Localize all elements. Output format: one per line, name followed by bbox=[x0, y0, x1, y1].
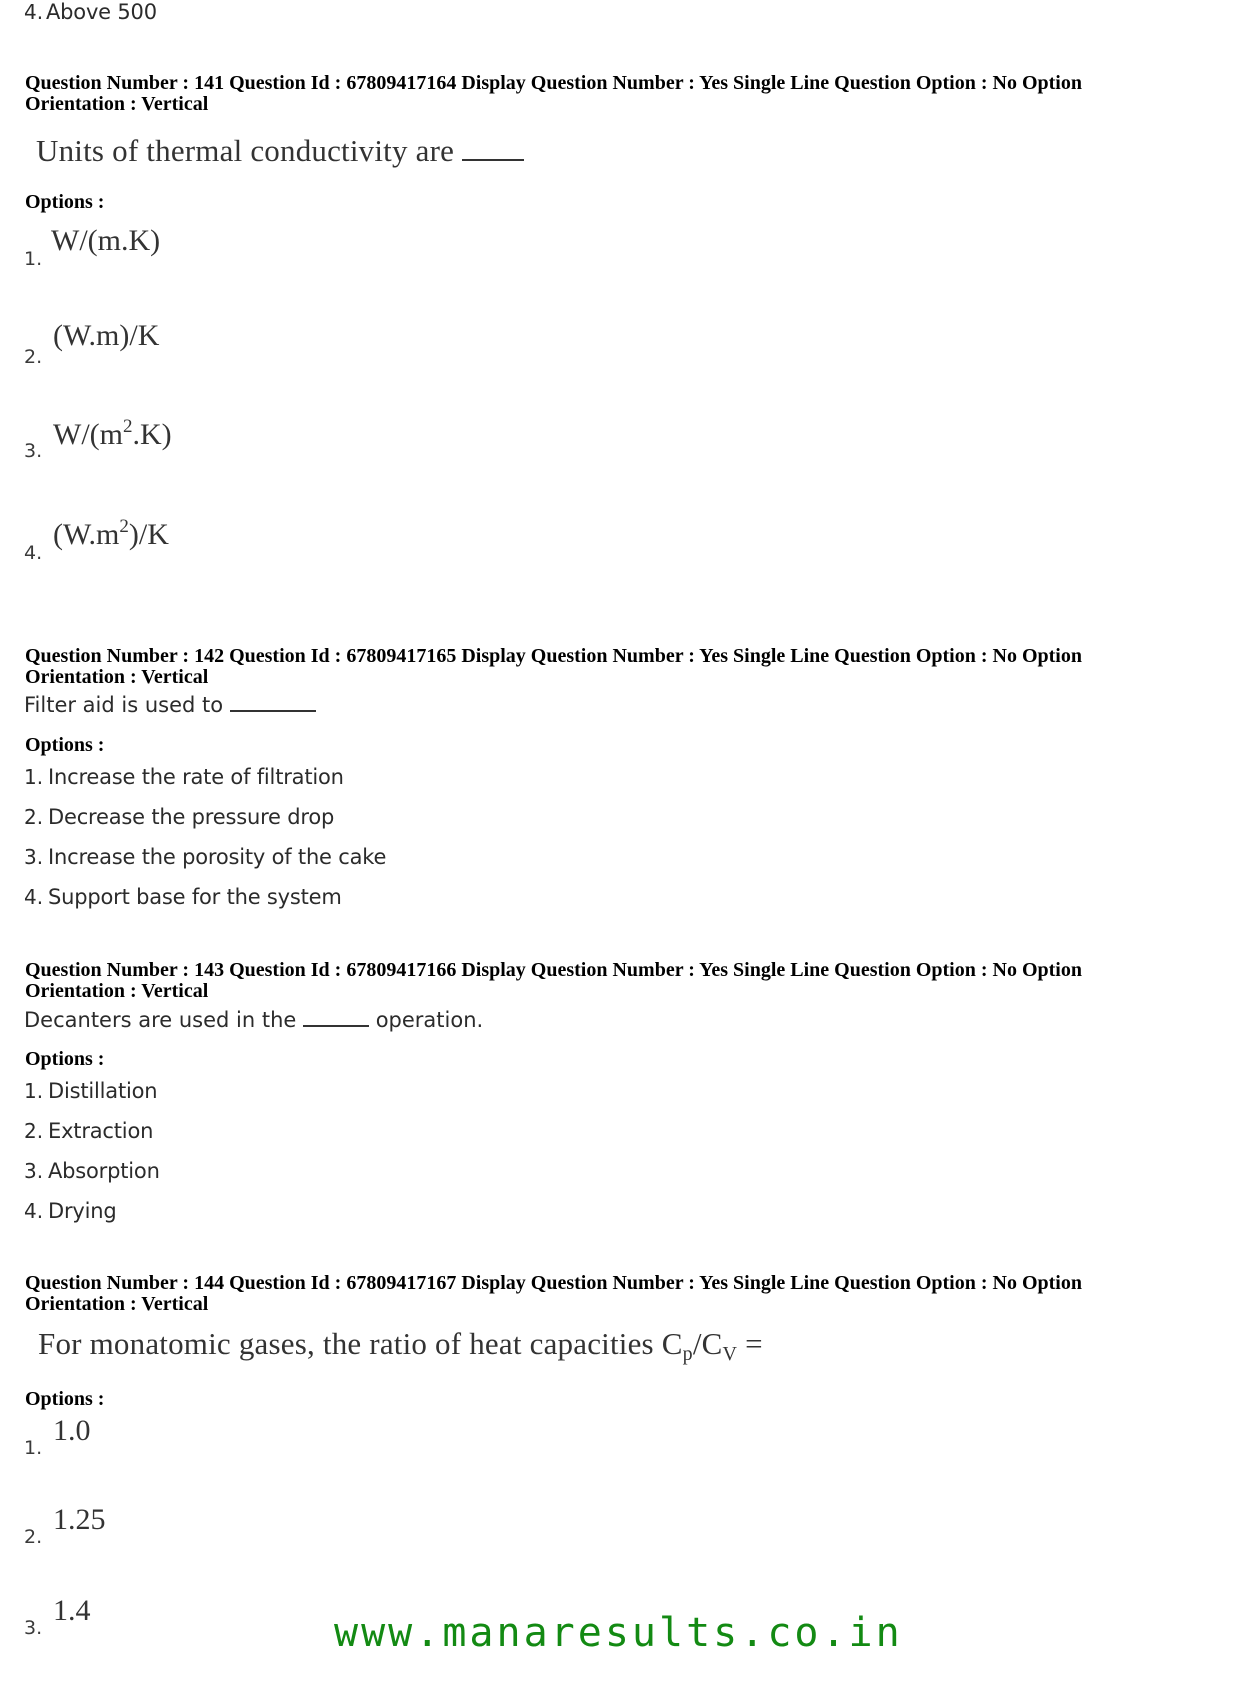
option-formula: 1.0 bbox=[53, 1414, 91, 1447]
option-text: Distillation bbox=[48, 1079, 158, 1103]
answer-blank bbox=[303, 1025, 369, 1027]
option-number: 1. bbox=[24, 1079, 44, 1103]
option-formula: (W.m)/K bbox=[53, 319, 160, 352]
question-text: Filter aid is used to bbox=[24, 693, 224, 717]
option-number: 1. bbox=[24, 248, 43, 270]
option-formula: $W/(m^2.K)$ bbox=[53, 416, 172, 451]
option-text: Increase the rate of filtration bbox=[48, 765, 344, 789]
option-number: 4. bbox=[24, 542, 43, 564]
question-141-meta: Question Number : 141 Question Id : 67809417164 Display Question Number : Yes Single Line Question Option : No Option Orientation : Vertical bbox=[25, 72, 1082, 115]
option-number: 2. bbox=[24, 346, 43, 368]
option-text: Absorption bbox=[48, 1159, 160, 1183]
option-text: Decrease the pressure drop bbox=[48, 805, 335, 829]
option-text: Drying bbox=[48, 1199, 117, 1223]
subscript: V bbox=[722, 1343, 738, 1365]
option-number: 2. bbox=[24, 1526, 43, 1548]
option-formula: $(W.m^2)/K$ bbox=[53, 516, 169, 551]
option-text: Increase the porosity of the cake bbox=[48, 845, 387, 869]
question-text: Decanters are used in the bbox=[24, 1008, 297, 1032]
option-number: 2. bbox=[24, 805, 44, 829]
answer-blank bbox=[230, 710, 316, 712]
option-text: Extraction bbox=[48, 1119, 154, 1143]
answer-blank bbox=[462, 159, 524, 161]
question-144-meta: Question Number : 144 Question Id : 67809417167 Display Question Number : Yes Single Line Question Option : No Option Orientation : Vertical bbox=[25, 1272, 1082, 1315]
question-143-meta: Question Number : 143 Question Id : 67809417166 Display Question Number : Yes Single Line Question Option : No Option Orientation : Vertical bbox=[25, 959, 1082, 1002]
website-watermark: www.manaresults.co.in bbox=[334, 1610, 903, 1656]
question-141-text bbox=[36, 133, 524, 169]
question-text-tail: = bbox=[737, 1326, 763, 1361]
option-text: Support base for the system bbox=[48, 885, 342, 909]
options-label: Options : bbox=[25, 1048, 105, 1070]
option-number: 1. bbox=[24, 765, 44, 789]
question-text-mid: /C bbox=[692, 1326, 723, 1361]
options-label: Options : bbox=[25, 734, 105, 756]
options-label: Options : bbox=[25, 1388, 105, 1410]
options-label: Options : bbox=[25, 191, 105, 213]
option-formula: 1.25 bbox=[53, 1503, 106, 1536]
option-number: 3. bbox=[24, 845, 44, 869]
question-text-tail: operation. bbox=[375, 1008, 484, 1032]
option-number: 2. bbox=[24, 1119, 44, 1143]
option-number: 3. bbox=[24, 1617, 43, 1639]
question-text: Units of thermal conductivity are bbox=[36, 133, 455, 168]
question-144-text bbox=[38, 1326, 763, 1365]
question-143-text bbox=[24, 1008, 483, 1032]
question-142-text bbox=[24, 693, 316, 717]
subscript: p bbox=[682, 1343, 693, 1365]
option-formula: 1.4 bbox=[53, 1594, 91, 1627]
option-text: Above 500 bbox=[46, 0, 157, 24]
option-number: 4. bbox=[24, 1199, 44, 1223]
question-142-meta: Question Number : 142 Question Id : 67809417165 Display Question Number : Yes Single Line Question Option : No Option Orientation : Vertical bbox=[25, 645, 1082, 688]
question-text: For monatomic gases, the ratio of heat capacities C bbox=[38, 1326, 683, 1361]
option-number: 3. bbox=[24, 1159, 44, 1183]
option-number: 1. bbox=[24, 1437, 43, 1459]
option-number: 4. bbox=[24, 885, 44, 909]
option-number: 4. bbox=[24, 0, 44, 24]
option-number: 3. bbox=[24, 440, 43, 462]
option-formula: W/(m.K) bbox=[51, 224, 161, 257]
